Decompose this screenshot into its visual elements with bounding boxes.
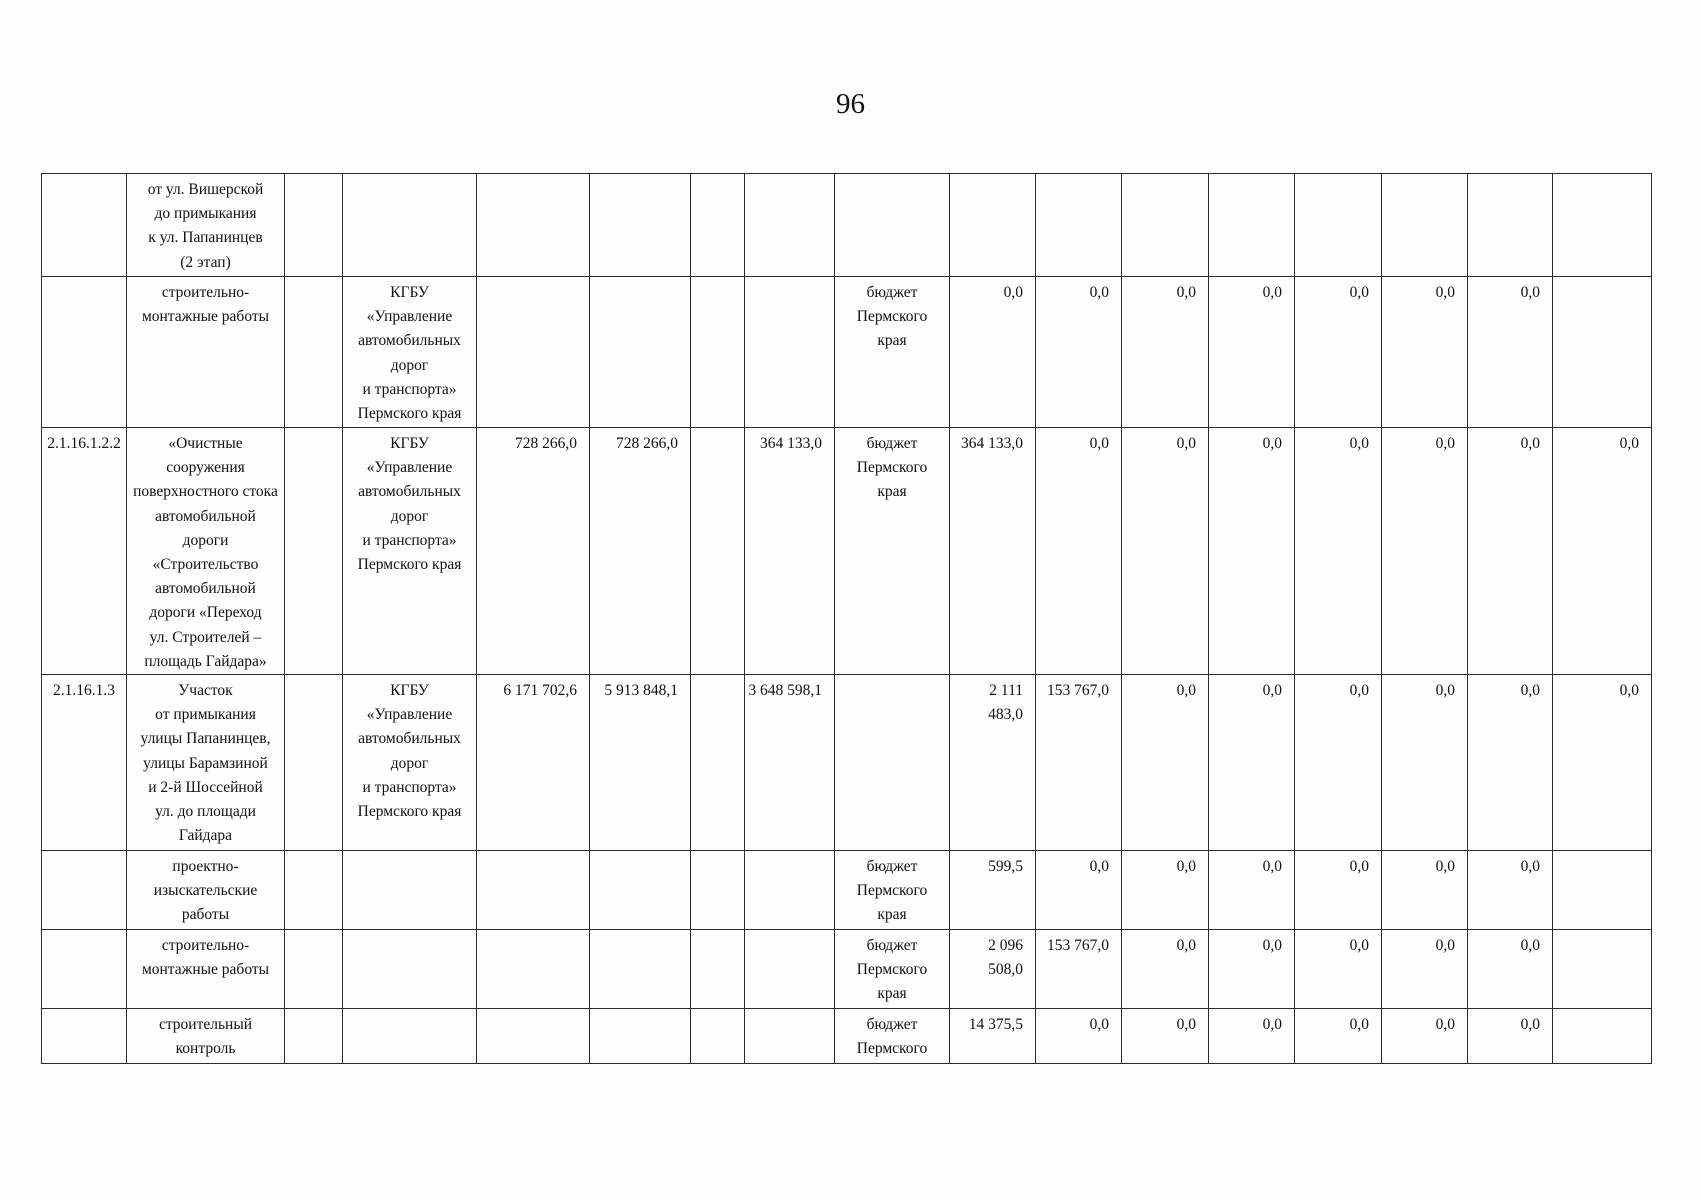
row-year-value: 153 767,0 bbox=[1036, 675, 1122, 851]
row-name: строительный контроль bbox=[127, 1009, 285, 1064]
row-year-value: 0,0 bbox=[1295, 428, 1382, 675]
row-code: 2.1.16.1.3 bbox=[42, 675, 127, 851]
row-executor bbox=[343, 174, 477, 277]
row-year-value: 0,0 bbox=[1382, 428, 1468, 675]
row-executor: КГБУ «Управление автомобильных дорог и транспорта» Пермского края bbox=[343, 428, 477, 675]
row-col6 bbox=[590, 930, 691, 1009]
row-col6 bbox=[590, 851, 691, 930]
row-total bbox=[477, 277, 590, 428]
row-year-value bbox=[1553, 1009, 1652, 1064]
row-col8 bbox=[745, 851, 835, 930]
row-col6 bbox=[590, 277, 691, 428]
row-name: проектно- изыскательские работы bbox=[127, 851, 285, 930]
row-year-value bbox=[1553, 930, 1652, 1009]
table-row bbox=[42, 1009, 1652, 1064]
table-row bbox=[42, 428, 1652, 675]
row-year-value: 0,0 bbox=[1295, 851, 1382, 930]
row-year-value: 153 767,0 bbox=[1036, 930, 1122, 1009]
row-name: строительно- монтажные работы bbox=[127, 277, 285, 428]
row-executor: КГБУ «Управление автомобильных дорог и транспорта» Пермского края bbox=[343, 277, 477, 428]
row-year-value: 0,0 bbox=[1122, 930, 1209, 1009]
row-year-value: 0,0 bbox=[1553, 428, 1652, 675]
row-source: бюджет Пермского края bbox=[835, 277, 950, 428]
row-name: Участок от примыкания улицы Папанинцев, улицы Барамзиной и 2-й Шоссейной ул. до площади Гайдара bbox=[127, 675, 285, 851]
row-col7 bbox=[691, 851, 745, 930]
row-year-value: 0,0 bbox=[1382, 277, 1468, 428]
row-total: 6 171 702,6 bbox=[477, 675, 590, 851]
row-year-value: 0,0 bbox=[1468, 930, 1553, 1009]
row-col6: 728 266,0 bbox=[590, 428, 691, 675]
row-executor bbox=[343, 851, 477, 930]
row-year-value: 0,0 bbox=[1122, 851, 1209, 930]
row-year-value: 0,0 bbox=[1209, 1009, 1295, 1064]
row-year-value: 0,0 bbox=[1295, 277, 1382, 428]
row-year-value bbox=[1382, 174, 1468, 277]
row-source bbox=[835, 174, 950, 277]
row-col3 bbox=[285, 851, 343, 930]
row-year-value: 0,0 bbox=[1209, 428, 1295, 675]
row-total bbox=[477, 851, 590, 930]
row-col8 bbox=[745, 174, 835, 277]
row-year-value: 0,0 bbox=[1382, 1009, 1468, 1064]
row-year-value: 0,0 bbox=[1036, 1009, 1122, 1064]
row-year-value: 0,0 bbox=[1382, 930, 1468, 1009]
row-year-value: 0,0 bbox=[1122, 1009, 1209, 1064]
row-col6 bbox=[590, 174, 691, 277]
row-name: строительно- монтажные работы bbox=[127, 930, 285, 1009]
row-code bbox=[42, 851, 127, 930]
row-col6: 5 913 848,1 bbox=[590, 675, 691, 851]
row-col3 bbox=[285, 930, 343, 1009]
row-col3 bbox=[285, 1009, 343, 1064]
row-year-value bbox=[1553, 277, 1652, 428]
row-year-value bbox=[1553, 174, 1652, 277]
row-code bbox=[42, 930, 127, 1009]
row-col3 bbox=[285, 675, 343, 851]
row-code bbox=[42, 174, 127, 277]
table-row bbox=[42, 851, 1652, 930]
row-year-value bbox=[1122, 174, 1209, 277]
row-code bbox=[42, 277, 127, 428]
row-year-value bbox=[1036, 174, 1122, 277]
table-row bbox=[42, 930, 1652, 1009]
row-year-value: 0,0 bbox=[1382, 851, 1468, 930]
row-year-value bbox=[1209, 174, 1295, 277]
row-year-value: 0,0 bbox=[1468, 675, 1553, 851]
row-code bbox=[42, 1009, 127, 1064]
row-col8 bbox=[745, 1009, 835, 1064]
table-row bbox=[42, 277, 1652, 428]
row-total bbox=[477, 1009, 590, 1064]
row-year-value: 0,0 bbox=[1382, 675, 1468, 851]
row-year-value: 0,0 bbox=[1036, 851, 1122, 930]
row-year-value: 0,0 bbox=[1122, 277, 1209, 428]
row-year-value: 2 096 508,0 bbox=[950, 930, 1036, 1009]
row-source: бюджет Пермского края bbox=[835, 851, 950, 930]
row-col7 bbox=[691, 428, 745, 675]
row-year-value: 0,0 bbox=[1209, 277, 1295, 428]
row-col6 bbox=[590, 1009, 691, 1064]
row-year-value: 14 375,5 bbox=[950, 1009, 1036, 1064]
row-year-value: 2 111 483,0 bbox=[950, 675, 1036, 851]
row-total: 728 266,0 bbox=[477, 428, 590, 675]
row-total bbox=[477, 930, 590, 1009]
row-code: 2.1.16.1.2.2 bbox=[42, 428, 127, 675]
row-year-value: 0,0 bbox=[1036, 277, 1122, 428]
row-col8 bbox=[745, 277, 835, 428]
row-executor bbox=[343, 930, 477, 1009]
row-col3 bbox=[285, 277, 343, 428]
row-year-value bbox=[1553, 851, 1652, 930]
row-name: «Очистные сооружения поверхностного стока автомобильной дороги «Строительство автомобильной дороги «Переход ул. Строителей – площадь Гайдара» bbox=[127, 428, 285, 675]
table-row bbox=[42, 174, 1652, 277]
row-year-value: 0,0 bbox=[1295, 675, 1382, 851]
row-col8: 3 648 598,1 bbox=[745, 675, 835, 851]
row-year-value: 0,0 bbox=[1209, 930, 1295, 1009]
row-year-value: 0,0 bbox=[1209, 851, 1295, 930]
row-col7 bbox=[691, 174, 745, 277]
row-year-value: 0,0 bbox=[1122, 428, 1209, 675]
row-col7 bbox=[691, 930, 745, 1009]
row-name: от ул. Вишерской до примыкания к ул. Папанинцев (2 этап) bbox=[127, 174, 285, 277]
row-source: бюджет Пермского bbox=[835, 1009, 950, 1064]
table-row bbox=[42, 675, 1652, 851]
row-year-value: 364 133,0 bbox=[950, 428, 1036, 675]
row-year-value bbox=[1295, 174, 1382, 277]
row-total bbox=[477, 174, 590, 277]
row-year-value: 0,0 bbox=[1295, 930, 1382, 1009]
row-year-value: 0,0 bbox=[1209, 675, 1295, 851]
row-year-value bbox=[950, 174, 1036, 277]
row-col7 bbox=[691, 277, 745, 428]
row-year-value: 0,0 bbox=[1468, 428, 1553, 675]
row-col7 bbox=[691, 675, 745, 851]
page-number: 96 bbox=[836, 88, 865, 120]
row-col8: 364 133,0 bbox=[745, 428, 835, 675]
row-source bbox=[835, 675, 950, 851]
row-col3 bbox=[285, 174, 343, 277]
row-executor: КГБУ «Управление автомобильных дорог и транспорта» Пермского края bbox=[343, 675, 477, 851]
row-year-value: 0,0 bbox=[1295, 1009, 1382, 1064]
row-year-value: 0,0 bbox=[1036, 428, 1122, 675]
row-col3 bbox=[285, 428, 343, 675]
budget-table bbox=[41, 173, 1652, 1064]
row-source: бюджет Пермского края bbox=[835, 428, 950, 675]
row-year-value bbox=[1468, 174, 1553, 277]
row-year-value: 0,0 bbox=[1468, 277, 1553, 428]
row-executor bbox=[343, 1009, 477, 1064]
row-col7 bbox=[691, 1009, 745, 1064]
row-col8 bbox=[745, 930, 835, 1009]
row-year-value: 0,0 bbox=[950, 277, 1036, 428]
row-year-value: 0,0 bbox=[1468, 851, 1553, 930]
row-source: бюджет Пермского края bbox=[835, 930, 950, 1009]
row-year-value: 0,0 bbox=[1122, 675, 1209, 851]
row-year-value: 599,5 bbox=[950, 851, 1036, 930]
row-year-value: 0,0 bbox=[1468, 1009, 1553, 1064]
row-year-value: 0,0 bbox=[1553, 675, 1652, 851]
